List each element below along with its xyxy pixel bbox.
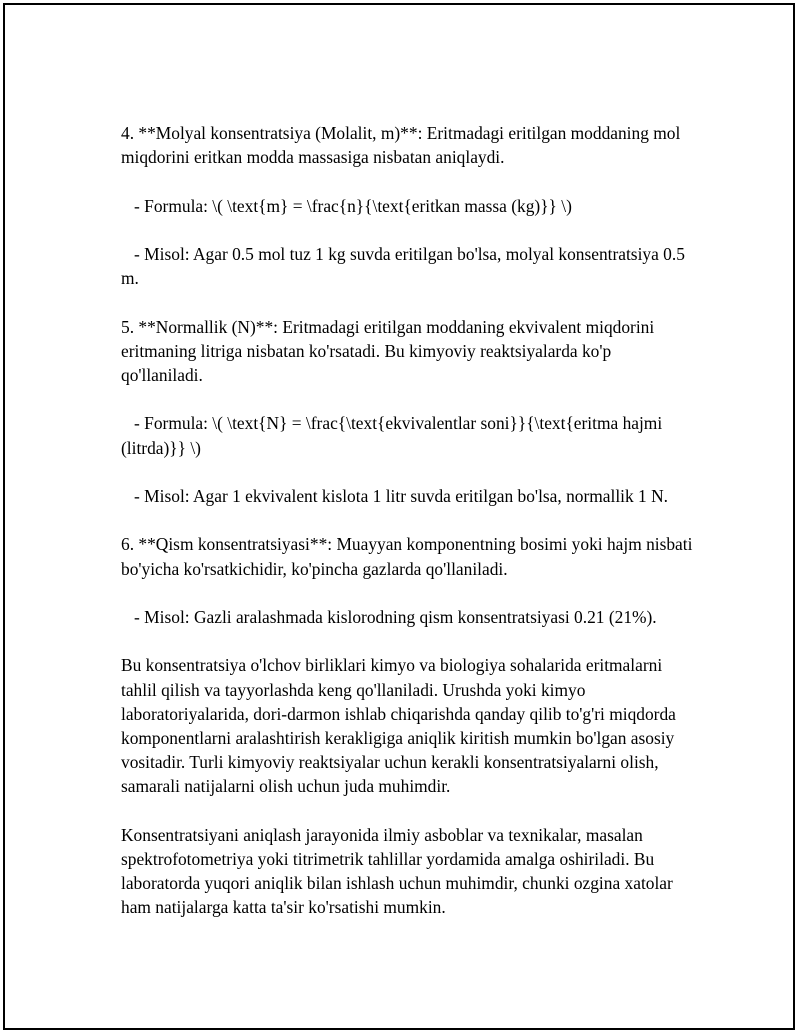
paragraph-molality-example: - Misol: Agar 0.5 mol tuz 1 kg suvda eritilgan bo'lsa, molyal konsentratsiya 0.5 m. bbox=[121, 243, 690, 289]
paragraph-normality: 5. **Normallik (N)**: Eritmadagi eritilgan moddaning ekvivalent miqdorini eritmaning litriga nisbatan ko'rsatadi. Bu kimyoviy reaktsiyalarda ko'p qo'llaniladi. bbox=[121, 316, 659, 385]
paragraph-usage-summary: Bu konsentratsiya o'lchov birliklari kimyo va biologiya sohalarida eritmalarni tahlil qilish va tayyorlashda keng qo'llaniladi. Urushda yoki kimyo laboratoriyalarida, dori-darmon ishlab chiqarishda qanday qilib to'g'ri miqdorda komponentlarni aralashtirish kerakligiga aniqlik kiritish mumkin bo'lgan asosiy vositadir. Turli kimyoviy reaktsiyalar uchun kerakli konsentratsiyalarni olish, samarali natijalarni olish uchun juda muhimdir. bbox=[121, 655, 681, 797]
paragraph-molality-formula: - Formula: \( \text{m} = \frac{n}{\text{eritkan massa (kg)}} \) bbox=[121, 195, 572, 216]
page-frame bbox=[3, 3, 795, 1030]
paragraph-normality-formula: - Formula: \( \text{N} = \frac{\text{ekvivalentlar soni}}{\text{eritma hajmi (litrda)}} \) bbox=[121, 413, 667, 458]
paragraph-measurement-methods: Konsentratsiyani aniqlash jarayonida ilmiy asboblar va texnikalar, masalan spektrofotometriya yoki titrimetrik tahlillar yordamida amalga oshiriladi. Bu laboratorda yuqori aniqlik bilan ishlash uchun muhimdir, chunki ozgina xatolar ham natijalarga katta ta'sir ko'rsatishi mumkin. bbox=[121, 824, 678, 918]
paragraph-molality: 4. **Molyal konsentratsiya (Molalit, m)**: Eritmadagi eritilgan moddaning mol miqdorini eritkan modda massasiga nisbatan aniqlaydi. bbox=[121, 123, 685, 168]
document-body bbox=[121, 121, 696, 920]
paragraph-partial-concentration: 6. **Qism konsentratsiyasi**: Muayyan komponentning bosimi yoki hajm nisbati bo'yicha ko'rsatkichidir, ko'pincha gazlarda qo'llaniladi. bbox=[121, 534, 697, 579]
paragraph-normality-example: - Misol: Agar 1 ekvivalent kislota 1 litr suvda eritilgan bo'lsa, normallik 1 N. bbox=[121, 485, 668, 506]
paragraph-partial-concentration-example: - Misol: Gazli aralashmada kislorodning qism konsentratsiyasi 0.21 (21%). bbox=[121, 606, 657, 627]
